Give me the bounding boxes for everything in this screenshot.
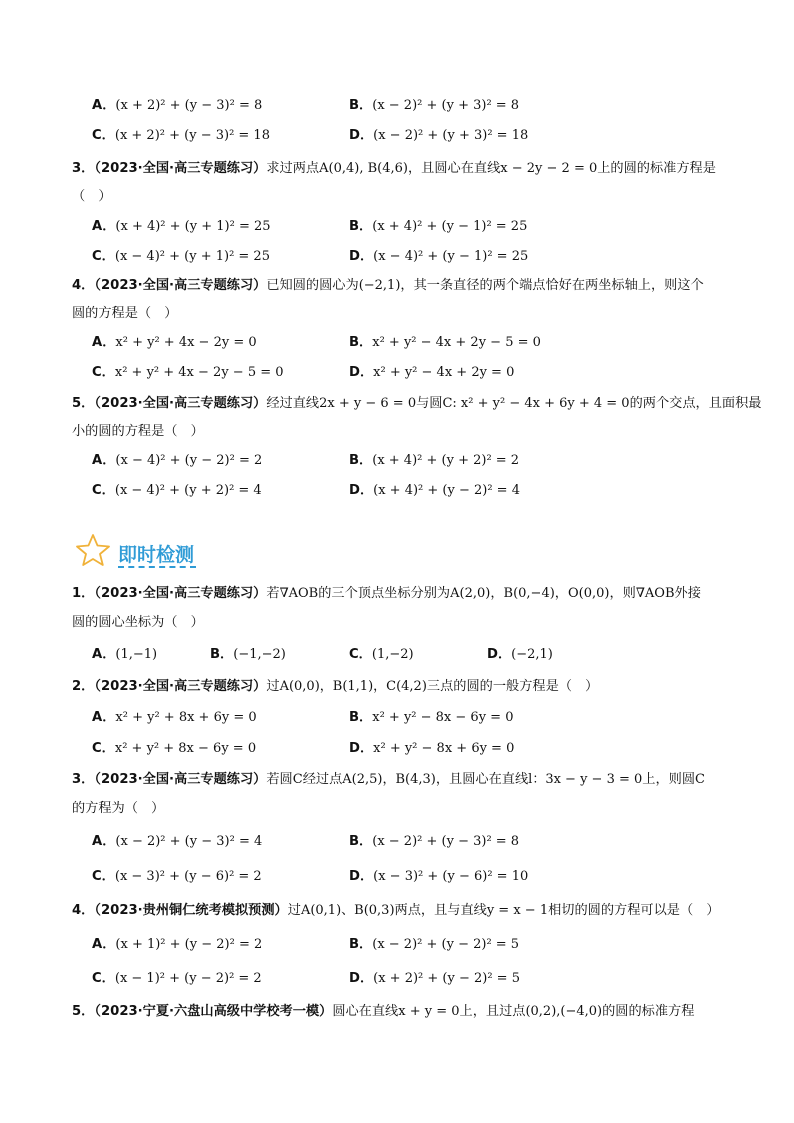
p1-q3-stem: 3．（2023·全国·高三专题练习）求过两点A(0,4), B(4,6)，且圆心在直线x − 2y − 2 = 0上的圆的标准方程是 [72,161,716,176]
p2-q4-option-b: B．(x − 2)² + (y − 2)² = 5 [349,937,520,952]
p1-q3-option-d: D．(x − 4)² + (y − 1)² = 25 [349,249,529,264]
p2-q3-stem-2: 的方程为（ ） [72,801,165,816]
p1-q3-paren: （ ） [72,189,112,204]
q2-option-a: A．(x + 2)² + (y − 3)² = 8 [92,98,263,113]
p1-q5-option-d: D．(x + 4)² + (y − 2)² = 4 [349,483,520,498]
p2-q4-stem: 4．（2023·贵州铜仁统考模拟预测）过A(0,1)、B(0,3)两点，且与直线y = x − 1相切的圆的方程可以是（ ） [72,903,720,918]
p2-q5-stem: 5．（2023·宁夏·六盘山高级中学校考一模）圆心在直线x + y = 0上，且过点(0,2),(−4,0)的圆的标准方程 [72,1004,695,1019]
p2-q1-stem-2: 圆的圆心坐标为（ ） [72,615,204,630]
p1-q5-option-c: C．(x − 4)² + (y + 2)² = 4 [92,483,262,498]
p1-q4-stem-2: 圆的方程是（ ） [72,306,178,321]
p2-q2-option-c: C．x² + y² + 8x − 6y = 0 [92,741,257,756]
p2-q1-option-d: D．(−2,1) [487,647,553,662]
q2-option-c: C．(x + 2)² + (y − 3)² = 18 [92,128,270,143]
section-underline [118,566,196,568]
p1-q5-option-b: B．(x + 4)² + (y + 2)² = 2 [349,453,520,468]
p2-q2-option-d: D．x² + y² − 8x + 6y = 0 [349,741,515,756]
p1-q5-option-a: A．(x − 4)² + (y − 2)² = 2 [92,453,263,468]
q2-option-d: D．(x − 2)² + (y + 3)² = 18 [349,128,529,143]
p1-q4-option-c: C．x² + y² + 4x − 2y − 5 = 0 [92,365,284,380]
p2-q2-option-a: A．x² + y² + 8x + 6y = 0 [92,710,257,725]
p1-q3-option-c: C．(x − 4)² + (y + 1)² = 25 [92,249,270,264]
p2-q1-option-b: B．(−1,−2) [210,647,286,662]
p2-q1-option-c: C．(1,−2) [349,647,414,662]
p1-q4-option-b: B．x² + y² − 4x + 2y − 5 = 0 [349,335,541,350]
p1-q4-option-a: A．x² + y² + 4x − 2y = 0 [92,335,257,350]
p2-q3-option-a: A．(x − 2)² + (y − 3)² = 4 [92,834,263,849]
p2-q2-stem: 2．（2023·全国·高三专题练习）过A(0,0)，B(1,1)，C(4,2)三点的圆的一般方程是（ ） [72,679,599,694]
p2-q3-stem: 3．（2023·全国·高三专题练习）若圆C经过点A(2,5)，B(4,3)，且圆心在直线l：3x − y − 3 = 0上，则圆C [72,772,705,787]
q2-option-b: B．(x − 2)² + (y + 3)² = 8 [349,98,520,113]
p2-q3-option-c: C．(x − 3)² + (y − 6)² = 2 [92,869,262,884]
section-title: 即时检测 [118,544,195,566]
star-icon [75,533,111,567]
p2-q4-option-d: D．(x + 2)² + (y − 2)² = 5 [349,971,520,986]
p1-q5-stem: 5．（2023·全国·高三专题练习）经过直线2x + y − 6 = 0与圆C: x² + y² − 4x + 6y + 4 = 0的两个交点，且面积最 [72,396,762,411]
p1-q4-option-d: D．x² + y² − 4x + 2y = 0 [349,365,515,380]
p1-q4-stem: 4．（2023·全国·高三专题练习）已知圆的圆心为(−2,1)，其一条直径的两个端点恰好在两坐标轴上，则这个 [72,278,704,293]
p2-q1-option-a: A．(1,−1) [92,647,158,662]
p1-q3-option-a: A．(x + 4)² + (y + 1)² = 25 [92,219,271,234]
p2-q3-option-d: D．(x − 3)² + (y − 6)² = 10 [349,869,529,884]
p1-q3-option-b: B．(x + 4)² + (y − 1)² = 25 [349,219,528,234]
p2-q3-option-b: B．(x − 2)² + (y − 3)² = 8 [349,834,520,849]
p2-q2-option-b: B．x² + y² − 8x − 6y = 0 [349,710,514,725]
p2-q4-option-c: C．(x − 1)² + (y − 2)² = 2 [92,971,262,986]
p2-q4-option-a: A．(x + 1)² + (y − 2)² = 2 [92,937,263,952]
p1-q5-stem-2: 小的圆的方程是（ ） [72,424,204,439]
p2-q1-stem: 1．（2023·全国·高三专题练习）若∇AOB的三个顶点坐标分别为A(2,0)，B(0,−4)，O(0,0)，则∇AOB外接 [72,586,701,601]
